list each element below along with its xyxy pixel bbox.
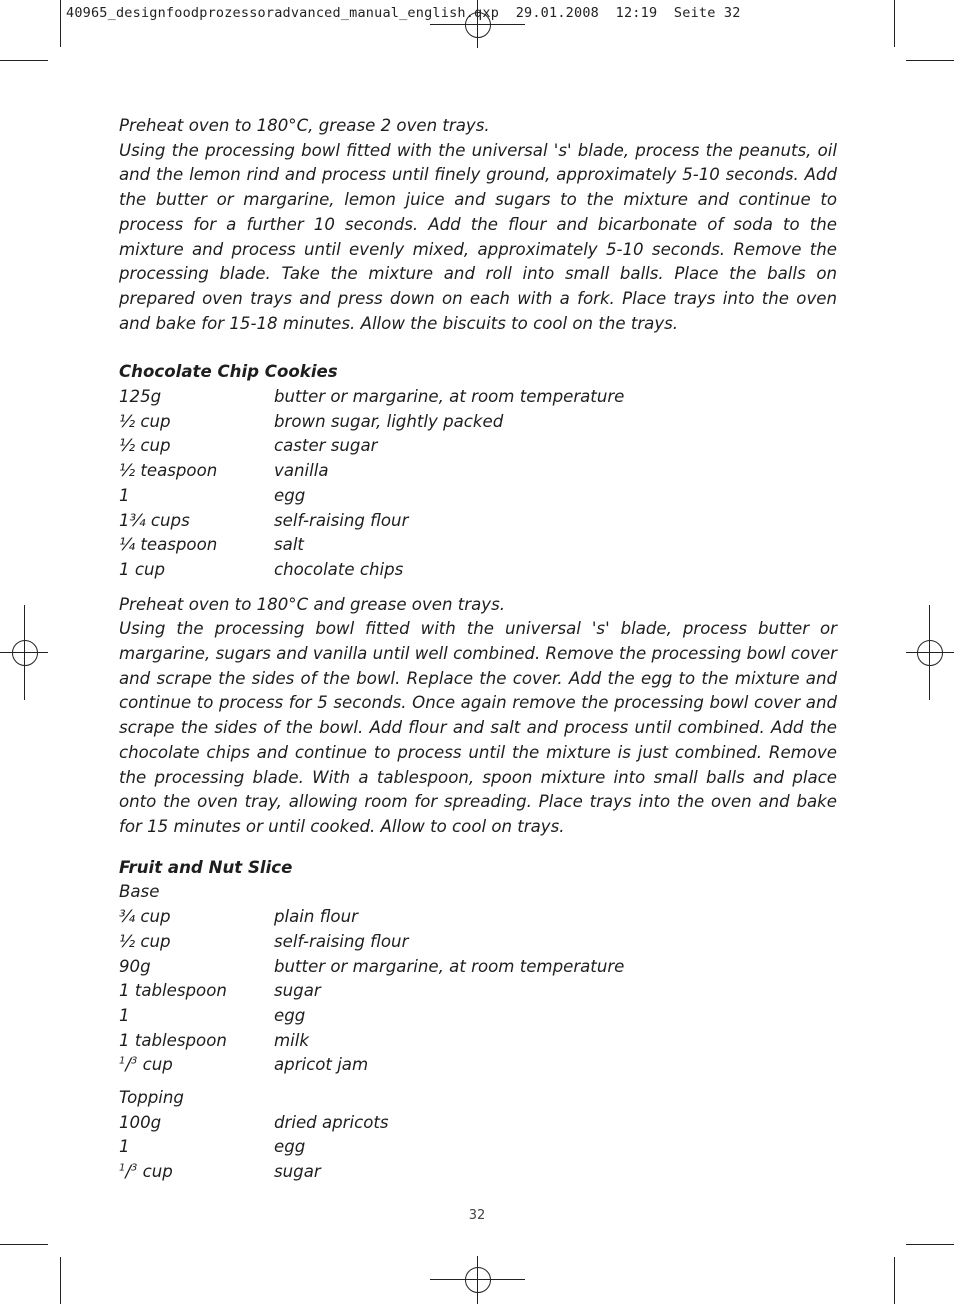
ingredient-name: chocolate chips (274, 559, 404, 579)
ingredient-row (119, 533, 837, 558)
ingredient-quantity: ½ cup (119, 931, 171, 951)
ingredient-row (119, 1160, 837, 1185)
registration-line (477, 1256, 478, 1304)
page-content (119, 114, 837, 1185)
ingredient-list-chocolate (119, 385, 837, 583)
ingredient-row (119, 1004, 837, 1029)
ingredient-name: salt (274, 535, 304, 555)
ingredient-row (119, 509, 837, 534)
crop-mark (894, 0, 895, 47)
ingredient-quantity: $^1$/$^3$ cup (119, 1055, 173, 1075)
chocolate-preheat: Preheat oven to 180°C and grease oven trays. (119, 594, 506, 614)
chocolate-method: Using the processing bowl fitted with the universal 's' blade, process butter or margarine, sugars and vanilla until well combined. Remove the processing bowl cover and scrape the sides of the bowl. Replace the cover. Add the egg to the mixture and continue to process for 5 seconds. Once again remove the processing bowl cover and scrape the sides of the bowl. Add flour and salt and process until combined. Add the chocolate chips and continue to process until the mixture is just combined. Remove the processing blade. With a tablespoon, spoon mixture into small balls and place onto the oven tray, allowing room for spreading. Place trays into the oven and bake for 15 minutes or until cooked. Allow to cool on trays. (119, 619, 837, 836)
base-label: Base (119, 882, 160, 902)
ingredient-row (119, 930, 837, 955)
ingredient-quantity: ½ cup (119, 411, 171, 431)
registration-mark (465, 1267, 491, 1293)
registration-mark (12, 640, 38, 666)
ingredient-row (119, 905, 837, 930)
ingredient-name: caster sugar (274, 436, 378, 456)
crop-mark (0, 1244, 48, 1245)
topping-label: Topping (119, 1088, 184, 1108)
ingredient-row (119, 410, 837, 435)
ingredient-row (119, 385, 837, 410)
ingredient-name: vanilla (274, 461, 329, 481)
recipe-title-fruit: Fruit and Nut Slice (119, 857, 293, 877)
crop-mark (906, 1244, 954, 1245)
ingredient-quantity: 1 tablespoon (119, 1030, 227, 1050)
page-number: 32 (468, 1208, 486, 1223)
crop-mark (60, 0, 61, 47)
ingredient-row (119, 1029, 837, 1054)
ingredient-quantity: 125g (119, 387, 162, 407)
ingredient-name: milk (274, 1030, 309, 1050)
ingredient-name: dried apricots (274, 1112, 389, 1132)
crop-mark (60, 1257, 61, 1304)
ingredient-quantity: 1 tablespoon (119, 981, 227, 1001)
ingredient-quantity: 100g (119, 1112, 162, 1132)
intro-method: Using the processing bowl fitted with the universal 's' blade, process the peanuts, oil and the lemon rind and process until finely ground, approximately 5-10 seconds. Add the butter or margarine, lemon juice and sugars to the mixture and continue to process for a further 10 seconds. Add the flour and bicarbonate of soda to the mixture and process until evenly mixed, approximately 5-10 seconds. Remove the processing blade. Take the mixture and roll into small balls. Place the balls on prepared oven trays and press down on each with a fork. Place trays into the oven and bake for 15-18 minutes. Allow the biscuits to cool on the trays. (119, 140, 837, 333)
ingredient-row (119, 434, 837, 459)
ingredient-row (119, 1053, 837, 1078)
ingredient-row (119, 558, 837, 583)
ingredient-row (119, 459, 837, 484)
registration-line (906, 652, 954, 653)
ingredient-row (119, 979, 837, 1004)
ingredient-row (119, 955, 837, 980)
ingredient-name: egg (274, 485, 306, 505)
ingredient-name: egg (274, 1005, 306, 1025)
ingredient-quantity: 1 cup (119, 559, 166, 579)
ingredient-quantity: 1 (119, 1005, 130, 1025)
ingredient-quantity: $^1$/$^3$ cup (119, 1162, 173, 1182)
ingredient-name: plain flour (274, 907, 358, 927)
ingredient-quantity: 1 (119, 1137, 130, 1157)
crop-mark (894, 1257, 895, 1304)
ingredient-name: sugar (274, 1162, 321, 1182)
ingredient-name: self-raising flour (274, 931, 409, 951)
ingredient-quantity: 1 (119, 485, 130, 505)
crop-mark (906, 60, 954, 61)
print-slug: 40965_designfoodprozessoradvanced_manual_english.qxp 29.01.2008 12:19 Seite 32 (66, 5, 741, 21)
recipe-title-chocolate: Chocolate Chip Cookies (119, 362, 338, 382)
ingredient-quantity: ¾ cup (119, 907, 171, 927)
crop-mark (0, 60, 48, 61)
ingredient-quantity: 90g (119, 956, 151, 976)
ingredient-name: butter or margarine, at room temperature (274, 956, 625, 976)
ingredient-row (119, 1111, 837, 1136)
ingredient-name: sugar (274, 981, 321, 1001)
ingredient-row (119, 1135, 837, 1160)
ingredient-name: apricot jam (274, 1055, 369, 1075)
ingredient-quantity: ¼ teaspoon (119, 535, 218, 555)
ingredient-name: butter or margarine, at room temperature (274, 387, 625, 407)
intro-preheat: Preheat oven to 180°C, grease 2 oven trays. (119, 116, 490, 135)
registration-line (24, 605, 25, 700)
ingredient-list-topping (119, 1111, 837, 1185)
ingredient-quantity: ½ cup (119, 436, 171, 456)
ingredient-name: brown sugar, lightly packed (274, 411, 504, 431)
ingredient-quantity: 1¾ cups (119, 510, 190, 530)
ingredient-quantity: ½ teaspoon (119, 461, 218, 481)
ingredient-row (119, 484, 837, 509)
registration-line (929, 605, 930, 700)
ingredient-list-base (119, 905, 837, 1078)
ingredient-name: egg (274, 1137, 306, 1157)
ingredient-name: self-raising flour (274, 510, 409, 530)
registration-mark (917, 640, 943, 666)
